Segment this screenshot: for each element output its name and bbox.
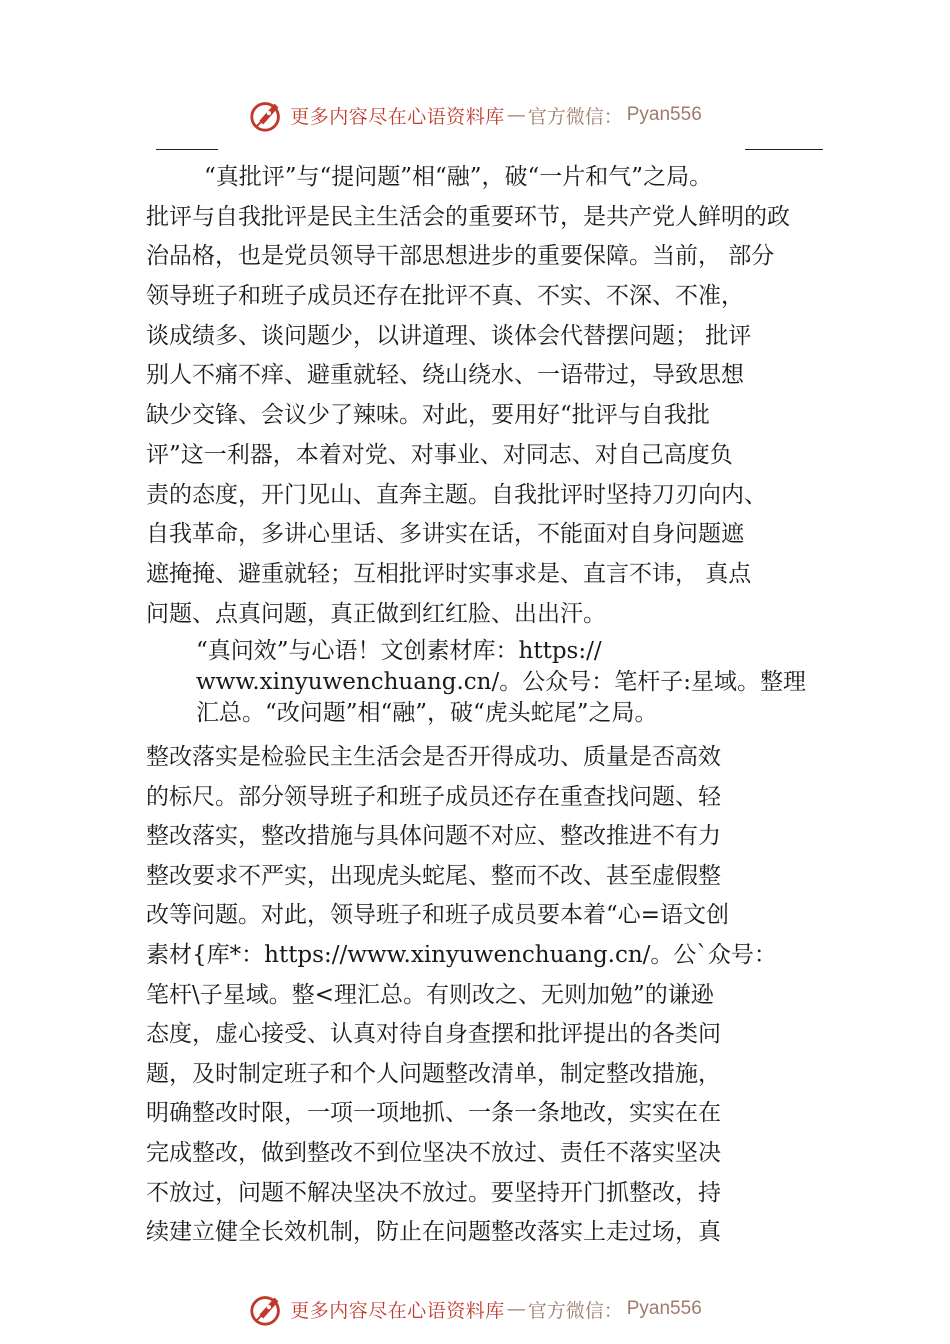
paragraph-line: 评”这一利器，本着对党、对事业、对同志、对自己高度负 (146, 441, 733, 468)
banner-wechat-id: Pyan556 (626, 104, 702, 125)
banner-separator: — (506, 1298, 526, 1320)
paragraph-line: 改等问题。对此，领导班子和班子成员要本着“心=语文创 (146, 902, 730, 929)
paragraph-1 (146, 158, 818, 634)
pen-nib-circle-icon (248, 96, 286, 134)
paragraph-line: 不放过，问题不解决坚决不放过。要坚持开门抓整改，持 (146, 1179, 721, 1206)
pen-nib-circle-icon (248, 1290, 286, 1328)
paragraph-line: 责的态度，开门见山、直奔主题。自我批评时坚持刀刃向内、 (146, 481, 767, 508)
banner-title: 更多内容尽在心语资料库 (290, 105, 505, 128)
header-rule-right (745, 149, 823, 150)
paragraph-line: 整改落实是检验民主生活会是否开得成功、质量是否高效 (146, 744, 721, 770)
footer-banner (0, 1286, 950, 1332)
paragraph-line: 问题、点真问题，真正做到红红脸、出出汗。 (146, 600, 606, 627)
paragraph-line: 别人不痛不痒、避重就轻、绕山绕水、一语带过，导致思想 (146, 362, 744, 389)
paragraph-line: 谈成绩多、谈问题少，以讲道理、谈体会代替摆问题； 批评 (146, 322, 752, 349)
watermark-note (196, 636, 836, 729)
paragraph-line: 整改落实，整改措施与具体问题不对应、整改推进不有力 (146, 823, 721, 850)
paragraph-2 (146, 738, 818, 1253)
header-banner (0, 92, 950, 138)
paragraph-line: 续建立健全长效机制，防止在问题整改落实上走过场，真 (146, 1219, 721, 1246)
paragraph-line: 的标尺。部分领导班子和班子成员还存在重查找问题、轻 (146, 783, 721, 810)
header-rule-left (156, 149, 218, 150)
paragraph-line: 态度，虚心接受、认真对待自身查摆和批评提出的各类问 (146, 1021, 721, 1048)
banner-title: 更多内容尽在心语资料库 (290, 1299, 505, 1322)
paragraph-line: 治品格，也是党员领导干部思想进步的重要保障。当前， 部分 (146, 243, 775, 270)
paragraph-line: 笔杆\子星域。整<理汇总。有则改之、无则加勉”的谦逊 (146, 981, 714, 1008)
note-line: “真问效”与心语！文创素材库：https:// (196, 638, 602, 664)
paragraph-line: 素材{库*：https://www.xinyuwenchuang.cn/。公`众号： (146, 941, 777, 968)
paragraph-line: 遮掩掩、避重就轻；互相批评时实事求是、直言不讳， 真点 (146, 560, 752, 587)
banner-wechat-label: 官方微信： (527, 105, 623, 128)
banner-wechat-id: Pyan556 (626, 1298, 702, 1319)
paragraph-line: 整改要求不严实，出现虎头蛇尾、整而不改、甚至虚假整 (146, 862, 721, 889)
paragraph-line: 批评与自我批评是民主生活会的重要环节，是共产党人鲜明的政 (146, 203, 790, 230)
paragraph-line: 明确整改时限，一项一项地抓、一条一条地改，实实在在 (146, 1100, 721, 1127)
banner-wechat-label: 官方微信： (527, 1299, 623, 1322)
paragraph-line: 自我革命，多讲心里话、多讲实在话，不能面对自身问题遮 (146, 521, 744, 548)
paragraph-line: 完成整改，做到整改不到位坚决不放过、责任不落实坚决 (146, 1139, 721, 1166)
note-line: 汇总。“改问题”相“融”，破“虎头蛇尾”之局。 (196, 700, 658, 726)
paragraph-line: 领导班子和班子成员还存在批评不真、不实、不深、不准， (146, 283, 744, 310)
paragraph-line: 题，及时制定班子和个人问题整改清单，制定整改措施， (146, 1060, 721, 1087)
paragraph-line: 缺少交锋、会议少了辣味。对此，要用好“批评与自我批 (146, 402, 710, 429)
note-line: www.xinyuwenchuang.cn/。公众号：笔杆子:星域。整理 (196, 669, 806, 695)
paragraph-line: “真批评”与“提问题”相“融”，破“一片和气”之局。 (204, 164, 713, 190)
banner-separator: — (506, 104, 526, 126)
